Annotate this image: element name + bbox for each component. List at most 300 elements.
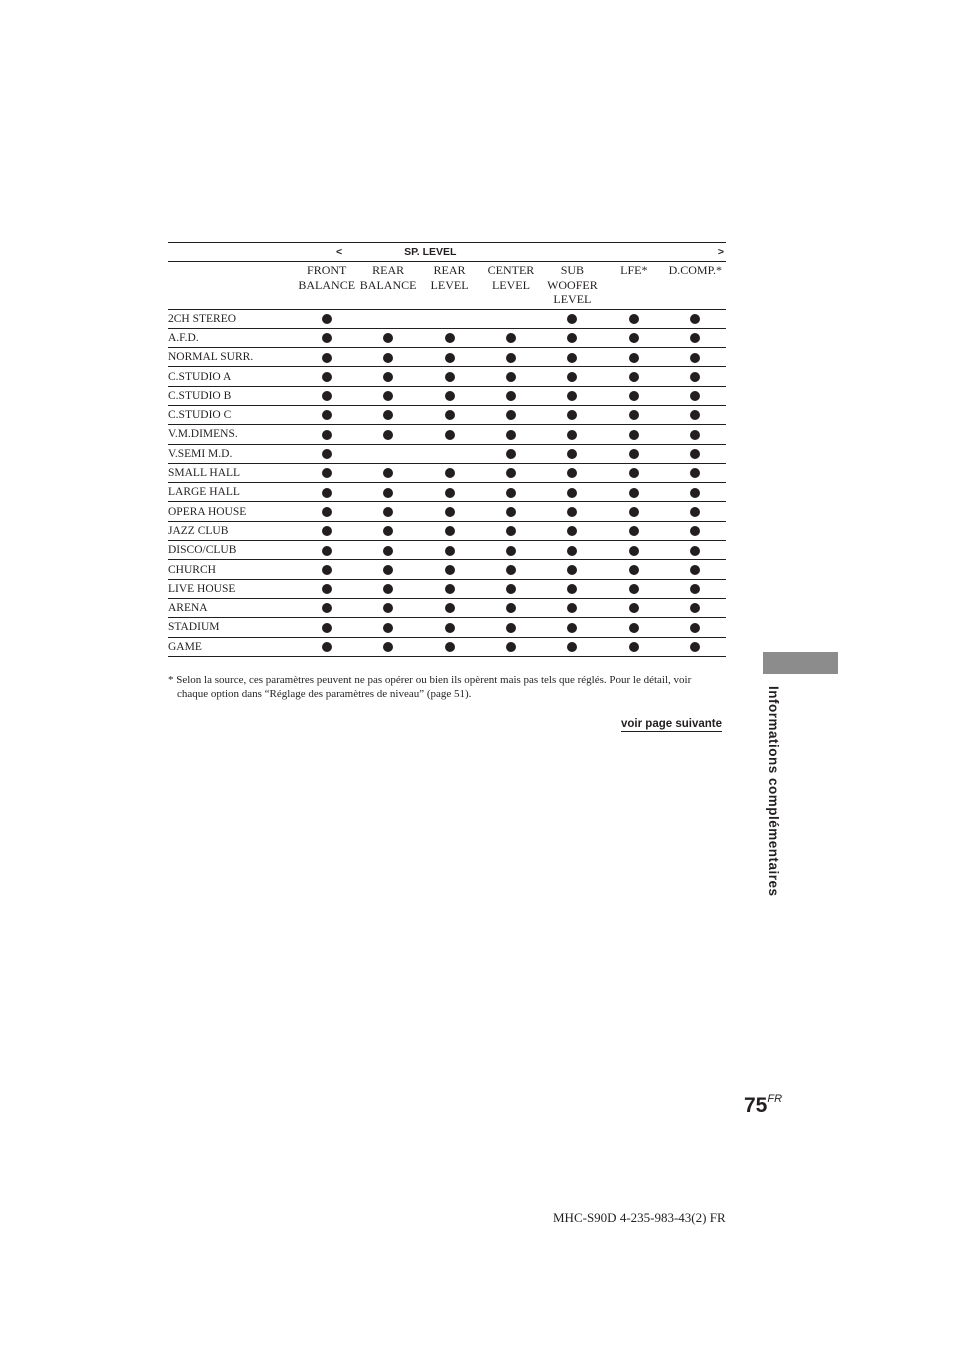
- table-cell: [542, 637, 603, 656]
- filled-dot-icon: [383, 410, 393, 420]
- table-cell: [480, 483, 541, 502]
- filled-dot-icon: [445, 488, 455, 498]
- table-cell: [480, 618, 541, 637]
- table-cell: [296, 579, 357, 598]
- filled-dot-icon: [567, 391, 577, 401]
- filled-dot-icon: [322, 314, 332, 324]
- table-cell: [603, 348, 664, 367]
- column-header-line: LFE*: [620, 263, 648, 277]
- filled-dot-icon: [383, 372, 393, 382]
- table-cell: [665, 367, 726, 386]
- filled-dot-icon: [322, 526, 332, 536]
- group-right-marker: >: [717, 246, 725, 258]
- column-header-line: WOOFER: [547, 277, 598, 292]
- table-row: [168, 483, 726, 502]
- filled-dot-icon: [567, 565, 577, 575]
- group-title: SP. LEVEL: [404, 246, 457, 258]
- footnote: [168, 674, 724, 701]
- filled-dot-icon: [567, 372, 577, 382]
- table-cell: [665, 483, 726, 502]
- column-header-line: D.COMP.*: [668, 263, 722, 277]
- table-cell: [480, 579, 541, 598]
- table-cell: [665, 521, 726, 540]
- column-header-line: BALANCE: [298, 277, 356, 292]
- filled-dot-icon: [629, 642, 639, 652]
- table-cell: [665, 502, 726, 521]
- table-cell: [357, 502, 418, 521]
- filled-dot-icon: [322, 410, 332, 420]
- filled-dot-icon: [322, 391, 332, 401]
- filled-dot-icon: [322, 372, 332, 382]
- column-header-line: CENTER: [487, 263, 535, 277]
- row-label: C.STUDIO C: [168, 405, 296, 424]
- filled-dot-icon: [383, 584, 393, 594]
- filled-dot-icon: [383, 468, 393, 478]
- filled-dot-icon: [629, 391, 639, 401]
- filled-dot-icon: [322, 449, 332, 459]
- table-cell: [542, 348, 603, 367]
- filled-dot-icon: [322, 642, 332, 652]
- filled-dot-icon: [567, 449, 577, 459]
- table-row: [168, 618, 726, 637]
- table-cell: [542, 425, 603, 444]
- table-cell: [419, 348, 480, 367]
- table-cell: [296, 348, 357, 367]
- table-cell: [296, 618, 357, 637]
- model-code: MHC-S90D 4-235-983-43(2) FR: [553, 1210, 726, 1225]
- filled-dot-icon: [506, 391, 516, 401]
- table-cell: [419, 444, 480, 463]
- filled-dot-icon: [322, 488, 332, 498]
- filled-dot-icon: [690, 410, 700, 420]
- table-cell: [542, 367, 603, 386]
- filled-dot-icon: [690, 488, 700, 498]
- filled-dot-icon: [322, 584, 332, 594]
- column-header: [665, 262, 726, 310]
- row-label: LIVE HOUSE: [168, 579, 296, 598]
- filled-dot-icon: [629, 410, 639, 420]
- filled-dot-icon: [506, 353, 516, 363]
- table-row: [168, 521, 726, 540]
- group-left-marker: <: [336, 246, 343, 258]
- table-cell: [665, 618, 726, 637]
- table-cell: [603, 521, 664, 540]
- table-cell: [480, 502, 541, 521]
- group-header-row: [168, 243, 726, 262]
- filled-dot-icon: [690, 565, 700, 575]
- table-cell: [419, 405, 480, 424]
- filled-dot-icon: [445, 642, 455, 652]
- table-cell: [419, 463, 480, 482]
- filled-dot-icon: [383, 623, 393, 633]
- table-cell: [603, 637, 664, 656]
- table-cell: [296, 541, 357, 560]
- table-cell: [296, 425, 357, 444]
- row-label: C.STUDIO B: [168, 386, 296, 405]
- row-label: 2CH STEREO: [168, 309, 296, 328]
- row-label: CHURCH: [168, 560, 296, 579]
- filled-dot-icon: [322, 507, 332, 517]
- filled-dot-icon: [506, 603, 516, 613]
- filled-dot-icon: [322, 603, 332, 613]
- table-cell: [419, 598, 480, 617]
- filled-dot-icon: [506, 468, 516, 478]
- filled-dot-icon: [322, 430, 332, 440]
- table-cell: [603, 405, 664, 424]
- filled-dot-icon: [690, 353, 700, 363]
- table-cell: [542, 579, 603, 598]
- table-row: [168, 405, 726, 424]
- filled-dot-icon: [445, 410, 455, 420]
- table-cell: [603, 328, 664, 347]
- filled-dot-icon: [567, 642, 577, 652]
- row-label: NORMAL SURR.: [168, 348, 296, 367]
- table-cell: [296, 309, 357, 328]
- table-cell: [357, 309, 418, 328]
- filled-dot-icon: [506, 642, 516, 652]
- table-cell: [603, 483, 664, 502]
- table-cell: [296, 328, 357, 347]
- column-header-line: SUB: [560, 263, 585, 277]
- filled-dot-icon: [629, 333, 639, 343]
- filled-dot-icon: [629, 526, 639, 536]
- table-cell: [419, 502, 480, 521]
- filled-dot-icon: [383, 565, 393, 575]
- table-row: [168, 598, 726, 617]
- filled-dot-icon: [567, 507, 577, 517]
- filled-dot-icon: [383, 488, 393, 498]
- filled-dot-icon: [445, 584, 455, 594]
- filled-dot-icon: [506, 526, 516, 536]
- table-cell: [357, 560, 418, 579]
- filled-dot-icon: [383, 391, 393, 401]
- filled-dot-icon: [383, 353, 393, 363]
- table-cell: [480, 367, 541, 386]
- filled-dot-icon: [567, 410, 577, 420]
- filled-dot-icon: [690, 449, 700, 459]
- table-cell: [357, 444, 418, 463]
- table-cell: [419, 386, 480, 405]
- table-cell: [357, 483, 418, 502]
- table-cell: [665, 598, 726, 617]
- table-cell: [603, 598, 664, 617]
- table-cell: [603, 367, 664, 386]
- table-cell: [665, 386, 726, 405]
- filled-dot-icon: [690, 584, 700, 594]
- filled-dot-icon: [629, 372, 639, 382]
- table-cell: [542, 483, 603, 502]
- table-cell: [419, 483, 480, 502]
- filled-dot-icon: [445, 430, 455, 440]
- table-cell: [665, 541, 726, 560]
- table-cell: [603, 386, 664, 405]
- filled-dot-icon: [629, 546, 639, 556]
- table-cell: [296, 463, 357, 482]
- filled-dot-icon: [445, 565, 455, 575]
- table-row: [168, 502, 726, 521]
- table-row: [168, 444, 726, 463]
- table-cell: [480, 463, 541, 482]
- table-cell: [603, 425, 664, 444]
- filled-dot-icon: [567, 603, 577, 613]
- table-cell: [542, 328, 603, 347]
- filled-dot-icon: [506, 623, 516, 633]
- filled-dot-icon: [506, 449, 516, 459]
- table-cell: [603, 560, 664, 579]
- table-cell: [357, 598, 418, 617]
- table-cell: [542, 309, 603, 328]
- filled-dot-icon: [506, 430, 516, 440]
- filled-dot-icon: [629, 565, 639, 575]
- row-label: JAZZ CLUB: [168, 521, 296, 540]
- table-row: [168, 560, 726, 579]
- table-row: [168, 328, 726, 347]
- filled-dot-icon: [322, 623, 332, 633]
- table-cell: [665, 348, 726, 367]
- filled-dot-icon: [506, 584, 516, 594]
- column-header-line: REAR: [372, 263, 405, 277]
- table-cell: [357, 328, 418, 347]
- column-header: [419, 262, 480, 310]
- table-cell: [357, 579, 418, 598]
- table-cell: [665, 579, 726, 598]
- filled-dot-icon: [567, 314, 577, 324]
- table-cell: [665, 637, 726, 656]
- table-cell: [603, 309, 664, 328]
- column-header: [603, 262, 664, 310]
- table-cell: [480, 598, 541, 617]
- filled-dot-icon: [322, 546, 332, 556]
- filled-dot-icon: [506, 488, 516, 498]
- table-cell: [419, 541, 480, 560]
- table-cell: [665, 463, 726, 482]
- table-cell: [357, 541, 418, 560]
- table-cell: [296, 444, 357, 463]
- column-header: [542, 262, 603, 310]
- filled-dot-icon: [445, 603, 455, 613]
- filled-dot-icon: [629, 584, 639, 594]
- filled-dot-icon: [690, 546, 700, 556]
- table-cell: [542, 444, 603, 463]
- table-cell: [542, 598, 603, 617]
- filled-dot-icon: [690, 526, 700, 536]
- row-label: GAME: [168, 637, 296, 656]
- table-cell: [665, 309, 726, 328]
- filled-dot-icon: [690, 314, 700, 324]
- filled-dot-icon: [383, 546, 393, 556]
- table-row: [168, 579, 726, 598]
- column-header: [480, 262, 541, 310]
- table-cell: [480, 386, 541, 405]
- filled-dot-icon: [383, 333, 393, 343]
- table-cell: [357, 386, 418, 405]
- table-cell: [296, 386, 357, 405]
- filled-dot-icon: [445, 623, 455, 633]
- row-label: A.F.D.: [168, 328, 296, 347]
- table-cell: [603, 502, 664, 521]
- column-header-line: BALANCE: [359, 277, 417, 292]
- table-cell: [296, 521, 357, 540]
- table-cell: [357, 405, 418, 424]
- table-row: [168, 386, 726, 405]
- row-label: ARENA: [168, 598, 296, 617]
- filled-dot-icon: [506, 333, 516, 343]
- filled-dot-icon: [629, 353, 639, 363]
- filled-dot-icon: [445, 391, 455, 401]
- table-row: [168, 348, 726, 367]
- table-cell: [542, 541, 603, 560]
- column-header: [296, 262, 357, 310]
- row-label: DISCO/CLUB: [168, 541, 296, 560]
- filled-dot-icon: [383, 642, 393, 652]
- table-cell: [480, 560, 541, 579]
- table-cell: [419, 367, 480, 386]
- table-cell: [542, 560, 603, 579]
- table-cell: [357, 425, 418, 444]
- row-label: V.SEMI M.D.: [168, 444, 296, 463]
- table-cell: [542, 618, 603, 637]
- table-cell: [480, 405, 541, 424]
- filled-dot-icon: [445, 546, 455, 556]
- filled-dot-icon: [567, 333, 577, 343]
- table-cell: [603, 618, 664, 637]
- filled-dot-icon: [690, 430, 700, 440]
- filled-dot-icon: [629, 468, 639, 478]
- table-cell: [357, 637, 418, 656]
- filled-dot-icon: [690, 333, 700, 343]
- table-cell: [665, 444, 726, 463]
- table-row: [168, 367, 726, 386]
- filled-dot-icon: [690, 372, 700, 382]
- filled-dot-icon: [506, 546, 516, 556]
- table-cell: [357, 521, 418, 540]
- filled-dot-icon: [383, 430, 393, 440]
- table-cell: [419, 328, 480, 347]
- row-label: OPERA HOUSE: [168, 502, 296, 521]
- table-cell: [665, 405, 726, 424]
- filled-dot-icon: [629, 449, 639, 459]
- table-cell: [542, 405, 603, 424]
- table-cell: [542, 521, 603, 540]
- table-cell: [603, 463, 664, 482]
- filled-dot-icon: [506, 372, 516, 382]
- filled-dot-icon: [445, 507, 455, 517]
- table-row: [168, 463, 726, 482]
- table-row: [168, 541, 726, 560]
- filled-dot-icon: [690, 468, 700, 478]
- filled-dot-icon: [383, 507, 393, 517]
- filled-dot-icon: [690, 391, 700, 401]
- table-cell: [603, 579, 664, 598]
- table-cell: [357, 618, 418, 637]
- table-cell: [357, 463, 418, 482]
- filled-dot-icon: [567, 430, 577, 440]
- table-cell: [296, 483, 357, 502]
- table-cell: [296, 367, 357, 386]
- filled-dot-icon: [506, 565, 516, 575]
- page-language-suffix: FR: [767, 1093, 783, 1105]
- table-cell: [480, 348, 541, 367]
- filled-dot-icon: [506, 410, 516, 420]
- next-page-link[interactable]: voir page suivante: [621, 718, 722, 730]
- table-cell: [480, 444, 541, 463]
- table-cell: [480, 637, 541, 656]
- table-cell: [480, 521, 541, 540]
- table-cell: [357, 348, 418, 367]
- filled-dot-icon: [567, 488, 577, 498]
- row-label: C.STUDIO A: [168, 367, 296, 386]
- row-label: STADIUM: [168, 618, 296, 637]
- filled-dot-icon: [567, 468, 577, 478]
- table-cell: [296, 405, 357, 424]
- column-header-line: LEVEL: [430, 277, 469, 292]
- table-row: [168, 425, 726, 444]
- filled-dot-icon: [445, 468, 455, 478]
- table-cell: [419, 560, 480, 579]
- filled-dot-icon: [567, 623, 577, 633]
- table-cell: [480, 328, 541, 347]
- table-cell: [296, 598, 357, 617]
- table-cell: [480, 541, 541, 560]
- filled-dot-icon: [567, 546, 577, 556]
- table-cell: [419, 521, 480, 540]
- filled-dot-icon: [567, 353, 577, 363]
- page-number-value: 75: [744, 1094, 768, 1117]
- table-cell: [603, 444, 664, 463]
- table-cell: [480, 309, 541, 328]
- filled-dot-icon: [629, 488, 639, 498]
- filled-dot-icon: [383, 526, 393, 536]
- filled-dot-icon: [322, 565, 332, 575]
- filled-dot-icon: [629, 430, 639, 440]
- table-cell: [296, 502, 357, 521]
- filled-dot-icon: [445, 372, 455, 382]
- column-header-line: REAR: [433, 263, 466, 277]
- column-header: [357, 262, 418, 310]
- filled-dot-icon: [690, 642, 700, 652]
- table-cell: [419, 637, 480, 656]
- table-cell: [542, 386, 603, 405]
- filled-dot-icon: [383, 603, 393, 613]
- filled-dot-icon: [567, 584, 577, 594]
- column-header-row: [168, 262, 726, 310]
- filled-dot-icon: [629, 507, 639, 517]
- filled-dot-icon: [322, 353, 332, 363]
- row-label: SMALL HALL: [168, 463, 296, 482]
- filled-dot-icon: [690, 623, 700, 633]
- page-number: [744, 1094, 782, 1118]
- filled-dot-icon: [690, 603, 700, 613]
- table-cell: [542, 502, 603, 521]
- table-cell: [542, 463, 603, 482]
- table-cell: [480, 425, 541, 444]
- filled-dot-icon: [629, 603, 639, 613]
- filled-dot-icon: [322, 333, 332, 343]
- table-cell: [665, 560, 726, 579]
- table-cell: [296, 637, 357, 656]
- table-cell: [419, 309, 480, 328]
- sp-level-table: [168, 242, 726, 657]
- filled-dot-icon: [445, 353, 455, 363]
- table-row: [168, 637, 726, 656]
- filled-dot-icon: [445, 526, 455, 536]
- table-cell: [419, 425, 480, 444]
- filled-dot-icon: [445, 333, 455, 343]
- filled-dot-icon: [629, 623, 639, 633]
- filled-dot-icon: [690, 507, 700, 517]
- table-row: [168, 309, 726, 328]
- table-cell: [419, 579, 480, 598]
